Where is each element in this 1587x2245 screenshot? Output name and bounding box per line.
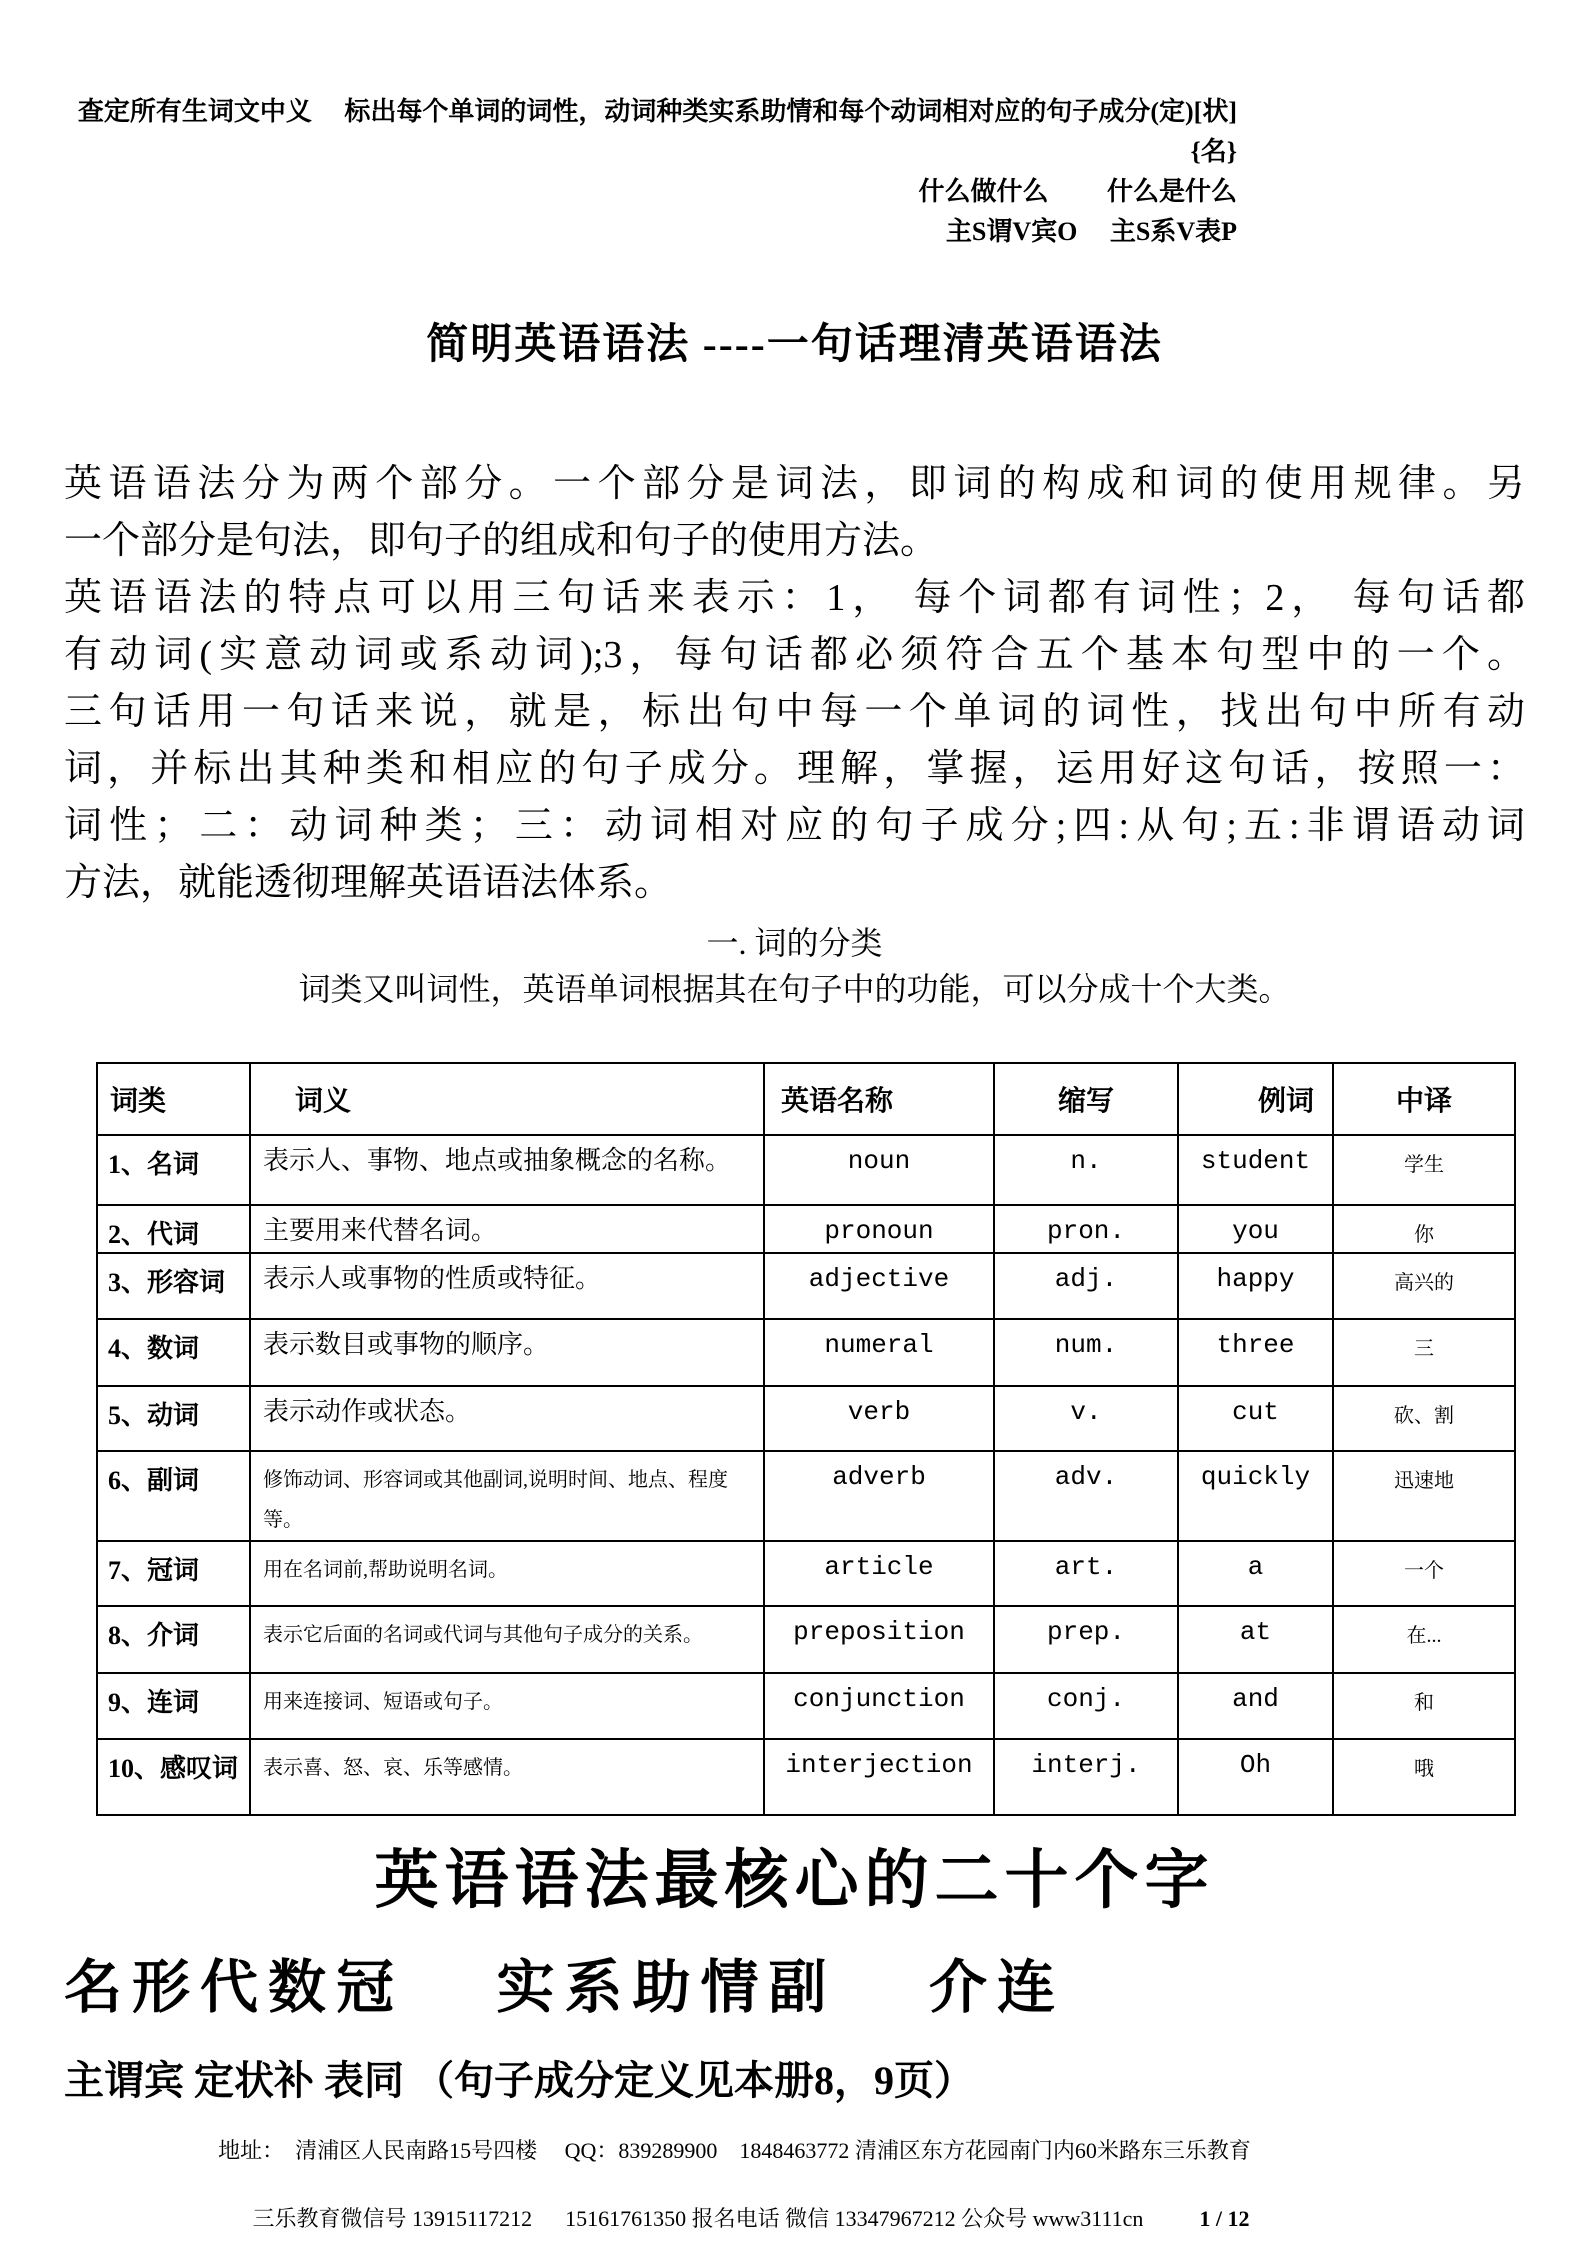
pos-table-body (97, 1135, 1515, 1815)
cell-abbreviation: pron. (994, 1205, 1178, 1253)
cell-english-name: numeral (764, 1319, 994, 1386)
page-number: 1 / 12 (1199, 2206, 1250, 2231)
body-text (64, 456, 1525, 912)
section-subheading: 词类又叫词性，英语单词根据其在句子中的功能，可以分成十个大类。 (298, 971, 1291, 1007)
col-header-translation: 中译 (1333, 1063, 1515, 1135)
cell-example: you (1178, 1205, 1333, 1253)
cell-english-name: interjection (764, 1739, 994, 1815)
cell-abbreviation: conj. (994, 1673, 1178, 1739)
pos-table-head (97, 1063, 1515, 1135)
col-header-example: 例词 (1178, 1063, 1333, 1135)
cell-translation: 哦 (1333, 1739, 1515, 1815)
cell-translation: 学生 (1333, 1135, 1515, 1205)
cell-meaning: 表示它后面的名词或代词与其他句子成分的关系。 (250, 1606, 764, 1673)
table-row (97, 1319, 1515, 1386)
core-twenty-words-line: 名形代数冠 实系助情副 介连 (64, 1955, 1066, 2020)
table-row (97, 1253, 1515, 1319)
cell-translation: 迅速地 (1333, 1451, 1515, 1541)
top-note (64, 92, 1525, 252)
page-title: 简明英语语法 ----一句话理清英语语法 (426, 322, 1163, 368)
cell-example: Oh (1178, 1739, 1333, 1815)
cell-abbreviation: v. (994, 1386, 1178, 1451)
body-line: 英语语法的特点可以用三句话来表示：1， 每个词都有词性；2， 每句话都 (64, 577, 1525, 619)
body-line: 词，并标出其种类和相应的句子成分。理解，掌握，运用好这句话，按照一： (64, 748, 1525, 790)
body-line: 有动词(实意动词或系动词);3，每句话都必须符合五个基本句型中的一个。 (64, 634, 1525, 676)
cell-meaning: 表示数目或事物的顺序。 (250, 1319, 764, 1386)
cell-example: cut (1178, 1386, 1333, 1451)
body-line: 词性；二：动词种类；三：动词相对应的句子成分;四:从句;五:非谓语动词 (64, 805, 1525, 847)
cell-translation: 你 (1333, 1205, 1515, 1253)
cell-english-name: verb (764, 1386, 994, 1451)
cell-word-class: 8、介词 (97, 1606, 250, 1673)
table-row (97, 1541, 1515, 1606)
cell-translation: 高兴的 (1333, 1253, 1515, 1319)
body-line: 一个部分是句法，即句子的组成和句子的使用方法。 (64, 520, 939, 562)
cell-example: a (1178, 1541, 1333, 1606)
paragraph (64, 456, 1525, 570)
footer-contacts: 三乐教育微信号 13915117212 15161761350 报名电话 微信 13347967212 公众号 www3111cn (252, 2206, 1144, 2231)
cell-translation: 三 (1333, 1319, 1515, 1386)
table-row (97, 1205, 1515, 1253)
cell-translation: 和 (1333, 1673, 1515, 1739)
footer-address-line: 地址： 清浦区人民南路15号四楼 QQ：839289900 1848463772 清浦区东方花园南门内60米路东三乐教育 (218, 2138, 1251, 2163)
cell-translation: 一个 (1333, 1541, 1515, 1606)
cell-word-class: 7、冠词 (97, 1541, 250, 1606)
cell-example: and (1178, 1673, 1333, 1739)
cell-meaning: 表示动作或状态。 (250, 1386, 764, 1451)
page-footer (64, 2134, 1525, 2245)
table-header-row (97, 1063, 1515, 1135)
cell-word-class: 10、感叹词 (97, 1739, 250, 1815)
cell-english-name: conjunction (764, 1673, 994, 1739)
cell-word-class: 1、名词 (97, 1135, 250, 1205)
table-row (97, 1451, 1515, 1541)
core-title: 英语语法最核心的二十个字 (374, 1845, 1215, 1916)
cell-word-class: 2、代词 (97, 1205, 250, 1253)
top-note-line3: 主S谓V宾O 主S系V表P (945, 217, 1237, 246)
cell-abbreviation: n. (994, 1135, 1178, 1205)
table-row (97, 1386, 1515, 1451)
section-heading: 一. 词的分类 (706, 925, 883, 961)
cell-word-class: 5、动词 (97, 1386, 250, 1451)
table-row (97, 1739, 1515, 1815)
cell-abbreviation: adj. (994, 1253, 1178, 1319)
cell-example: at (1178, 1606, 1333, 1673)
cell-translation: 在... (1333, 1606, 1515, 1673)
cell-abbreviation: num. (994, 1319, 1178, 1386)
cell-english-name: article (764, 1541, 994, 1606)
cell-example: three (1178, 1319, 1333, 1386)
cell-abbreviation: adv. (994, 1451, 1178, 1541)
cell-abbreviation: interj. (994, 1739, 1178, 1815)
body-line: 三句话用一句话来说，就是，标出句中每一个单词的词性，找出句中所有动 (64, 691, 1525, 733)
table-row (97, 1673, 1515, 1739)
body-line: 方法，就能透彻理解英语语法体系。 (64, 862, 673, 904)
top-note-line1: 查定所有生词文中义 标出每个单词的词性，动词种类实系助情和每个动词相对应的句子成分(定)[状]{名} (77, 97, 1237, 166)
cell-abbreviation: art. (994, 1541, 1178, 1606)
cell-meaning: 用来连接词、短语或句子。 (250, 1673, 764, 1739)
cell-example: quickly (1178, 1451, 1333, 1541)
cell-abbreviation: prep. (994, 1606, 1178, 1673)
cell-english-name: adverb (764, 1451, 994, 1541)
cell-english-name: pronoun (764, 1205, 994, 1253)
cell-word-class: 4、数词 (97, 1319, 250, 1386)
cell-english-name: adjective (764, 1253, 994, 1319)
cell-meaning: 表示人、事物、地点或抽象概念的名称。 (250, 1135, 764, 1205)
cell-meaning: 表示人或事物的性质或特征。 (250, 1253, 764, 1319)
cell-example: happy (1178, 1253, 1333, 1319)
col-header-word-class: 词类 (97, 1063, 250, 1135)
col-header-meaning: 词义 (250, 1063, 764, 1135)
cell-meaning: 表示喜、怒、哀、乐等感情。 (250, 1739, 764, 1815)
cell-meaning: 主要用来代替名词。 (250, 1205, 764, 1253)
top-note-line2: 什么做什么 什么是什么 (918, 177, 1237, 206)
cell-english-name: noun (764, 1135, 994, 1205)
pos-table (96, 1062, 1516, 1816)
paragraph (64, 570, 1525, 912)
cell-english-name: preposition (764, 1606, 994, 1673)
cell-translation: 砍、割 (1333, 1386, 1515, 1451)
body-line: 英语语法分为两个部分。一个部分是词法，即词的构成和词的使用规律。另 (64, 463, 1525, 505)
table-row (97, 1606, 1515, 1673)
footer-contact-line (64, 2168, 1405, 2245)
cell-word-class: 3、形容词 (97, 1253, 250, 1319)
cell-meaning: 用在名词前,帮助说明名词。 (250, 1541, 764, 1606)
cell-example: student (1178, 1135, 1333, 1205)
core-sentence-parts-line: 主谓宾 定状补 表同 （句子成分定义见本册8，9页） (64, 2058, 974, 2103)
col-header-abbreviation: 缩写 (994, 1063, 1178, 1135)
table-row (97, 1135, 1515, 1205)
cell-meaning: 修饰动词、形容词或其他副词,说明时间、地点、程度等。 (250, 1451, 764, 1541)
cell-word-class: 6、副词 (97, 1451, 250, 1541)
col-header-english-name: 英语名称 (764, 1063, 994, 1135)
cell-word-class: 9、连词 (97, 1673, 250, 1739)
